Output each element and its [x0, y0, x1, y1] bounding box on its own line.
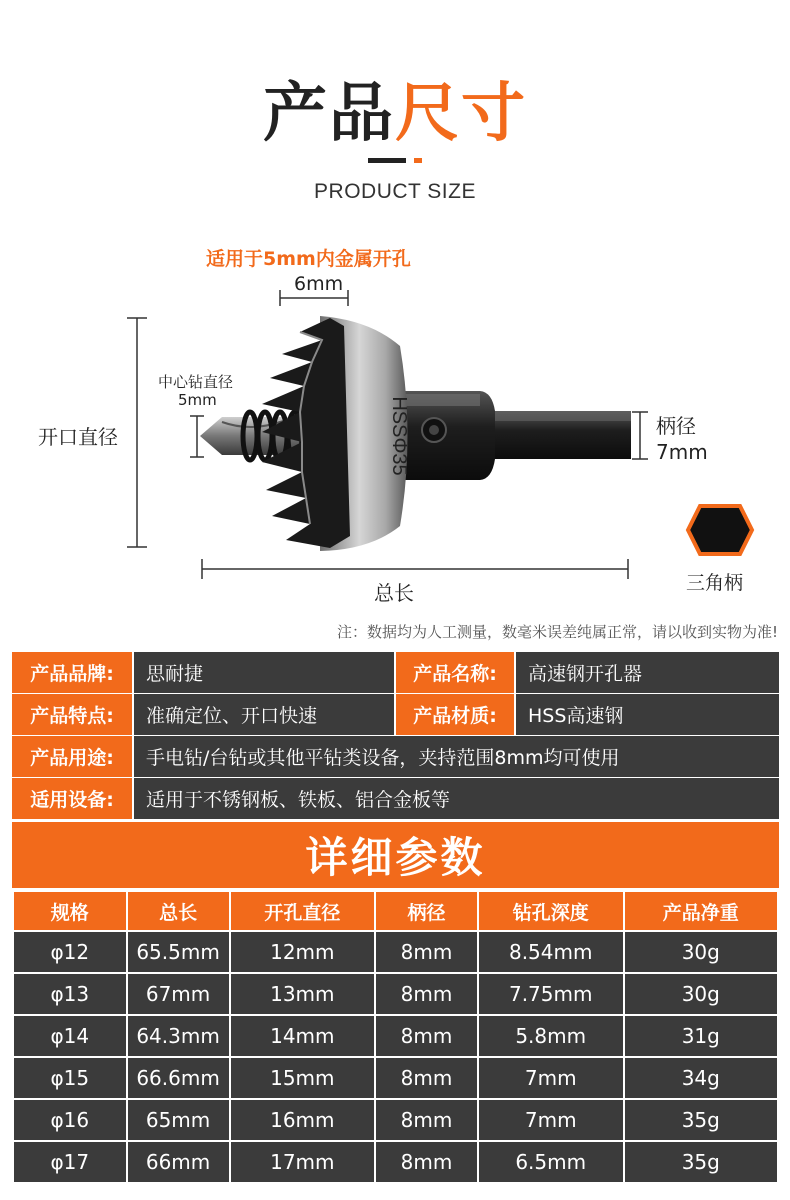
feature-label: 产品特点: — [12, 694, 134, 735]
saw-teeth — [262, 318, 350, 548]
params-banner: 详细参数 — [12, 822, 779, 888]
table-cell: 8mm — [375, 1141, 478, 1183]
info-table — [12, 651, 779, 819]
table-row — [13, 1099, 778, 1141]
handle-diameter-label — [656, 413, 708, 465]
name-value: 高速钢开孔器 — [516, 652, 779, 693]
table-cell: 8mm — [375, 1057, 478, 1099]
table-row — [13, 973, 778, 1015]
hex-shank-icon — [688, 506, 752, 554]
table-row — [13, 1057, 778, 1099]
brand-label: 产品品牌: — [12, 652, 134, 693]
triangle-handle-label: 三角柄 — [686, 572, 744, 594]
header-cell: 规格 — [13, 891, 127, 931]
center-drill-label — [158, 373, 233, 409]
header-cell: 总长 — [127, 891, 230, 931]
material-label: 产品材质: — [396, 694, 516, 735]
header-cell: 柄径 — [375, 891, 478, 931]
handle-dia-line2: 7mm — [656, 440, 708, 464]
header-cell: 产品净重 — [624, 891, 778, 931]
table-cell: 66.6mm — [127, 1057, 230, 1099]
total-length-dim — [202, 559, 628, 579]
title-black-part: 产品 — [263, 77, 395, 151]
equipment-value: 适用于不锈钢板、铁板、铝合金板等 — [134, 778, 779, 819]
table-cell: 34g — [624, 1057, 778, 1099]
total-length-label: 总长 — [374, 581, 414, 605]
table-cell: φ16 — [13, 1099, 127, 1141]
table-cell: 66mm — [127, 1141, 230, 1183]
center-drill-line2: 5mm — [178, 391, 217, 409]
table-row — [13, 931, 778, 973]
usage-label: 产品用途: — [12, 736, 134, 777]
table-cell: 15mm — [230, 1057, 376, 1099]
table-cell: 35g — [624, 1099, 778, 1141]
table-cell: 8mm — [375, 1099, 478, 1141]
info-row — [12, 651, 779, 693]
metal-note: 适用于5mm内金属开孔 — [206, 248, 411, 270]
open-diameter-label: 开口直径 — [38, 425, 118, 449]
title-orange-part: 尺寸 — [395, 77, 527, 151]
usage-value: 手电钻/台钻或其他平钻类设备，夹持范围8mm均可使用 — [134, 736, 779, 777]
disclaimer: 注：数据均为人工测量，数毫米误差纯属正常，请以收到实物为准! — [336, 623, 778, 641]
info-row — [12, 693, 779, 735]
handle-dia-line1: 柄径 — [656, 414, 696, 438]
table-cell: 35g — [624, 1141, 778, 1183]
name-label: 产品名称: — [396, 652, 516, 693]
table-cell: 7.75mm — [478, 973, 624, 1015]
page-title — [0, 62, 790, 154]
table-row — [13, 1141, 778, 1183]
handle-dim — [632, 412, 648, 459]
table-row — [13, 1015, 778, 1057]
table-cell: 65mm — [127, 1099, 230, 1141]
header-cell: 钻孔深度 — [478, 891, 624, 931]
title-deco-bar — [368, 158, 406, 163]
params-header-row — [13, 891, 778, 931]
table-cell: φ15 — [13, 1057, 127, 1099]
table-cell: 31g — [624, 1015, 778, 1057]
table-cell: 5.8mm — [478, 1015, 624, 1057]
table-cell: 17mm — [230, 1141, 376, 1183]
table-cell: 13mm — [230, 973, 376, 1015]
table-cell: 8mm — [375, 931, 478, 973]
table-cell: 8mm — [375, 973, 478, 1015]
dim-top-label: 6mm — [294, 273, 344, 295]
title-deco-dot — [414, 158, 422, 163]
params-table — [12, 890, 779, 1184]
table-cell: φ17 — [13, 1141, 127, 1183]
title-decoration — [368, 158, 422, 163]
table-cell: 16mm — [230, 1099, 376, 1141]
info-row — [12, 735, 779, 777]
table-cell: φ14 — [13, 1015, 127, 1057]
center-drill-line1: 中心钻直径 — [158, 373, 234, 391]
table-cell: 14mm — [230, 1015, 376, 1057]
equipment-label: 适用设备: — [12, 778, 134, 819]
engraving-text: HSSΦ35 — [388, 396, 410, 476]
table-cell: 12mm — [230, 931, 376, 973]
table-cell: φ13 — [13, 973, 127, 1015]
opening-diameter-dim — [127, 318, 147, 547]
info-row — [12, 777, 779, 819]
feature-value: 准确定位、开口快速 — [134, 694, 396, 735]
table-cell: 7mm — [478, 1057, 624, 1099]
material-value: HSS高速钢 — [516, 694, 779, 735]
brand-value: 思耐捷 — [134, 652, 396, 693]
table-cell: 65.5mm — [127, 931, 230, 973]
table-cell: 8.54mm — [478, 931, 624, 973]
table-cell: φ12 — [13, 931, 127, 973]
table-cell: 30g — [624, 931, 778, 973]
table-cell: 67mm — [127, 973, 230, 1015]
table-cell: 64.3mm — [127, 1015, 230, 1057]
table-cell: 6.5mm — [478, 1141, 624, 1183]
table-cell: 8mm — [375, 1015, 478, 1057]
page-subtitle: PRODUCT SIZE — [314, 180, 476, 203]
table-cell: 30g — [624, 973, 778, 1015]
header-cell: 开孔直径 — [230, 891, 376, 931]
table-cell: 7mm — [478, 1099, 624, 1141]
product-diagram — [0, 236, 790, 616]
